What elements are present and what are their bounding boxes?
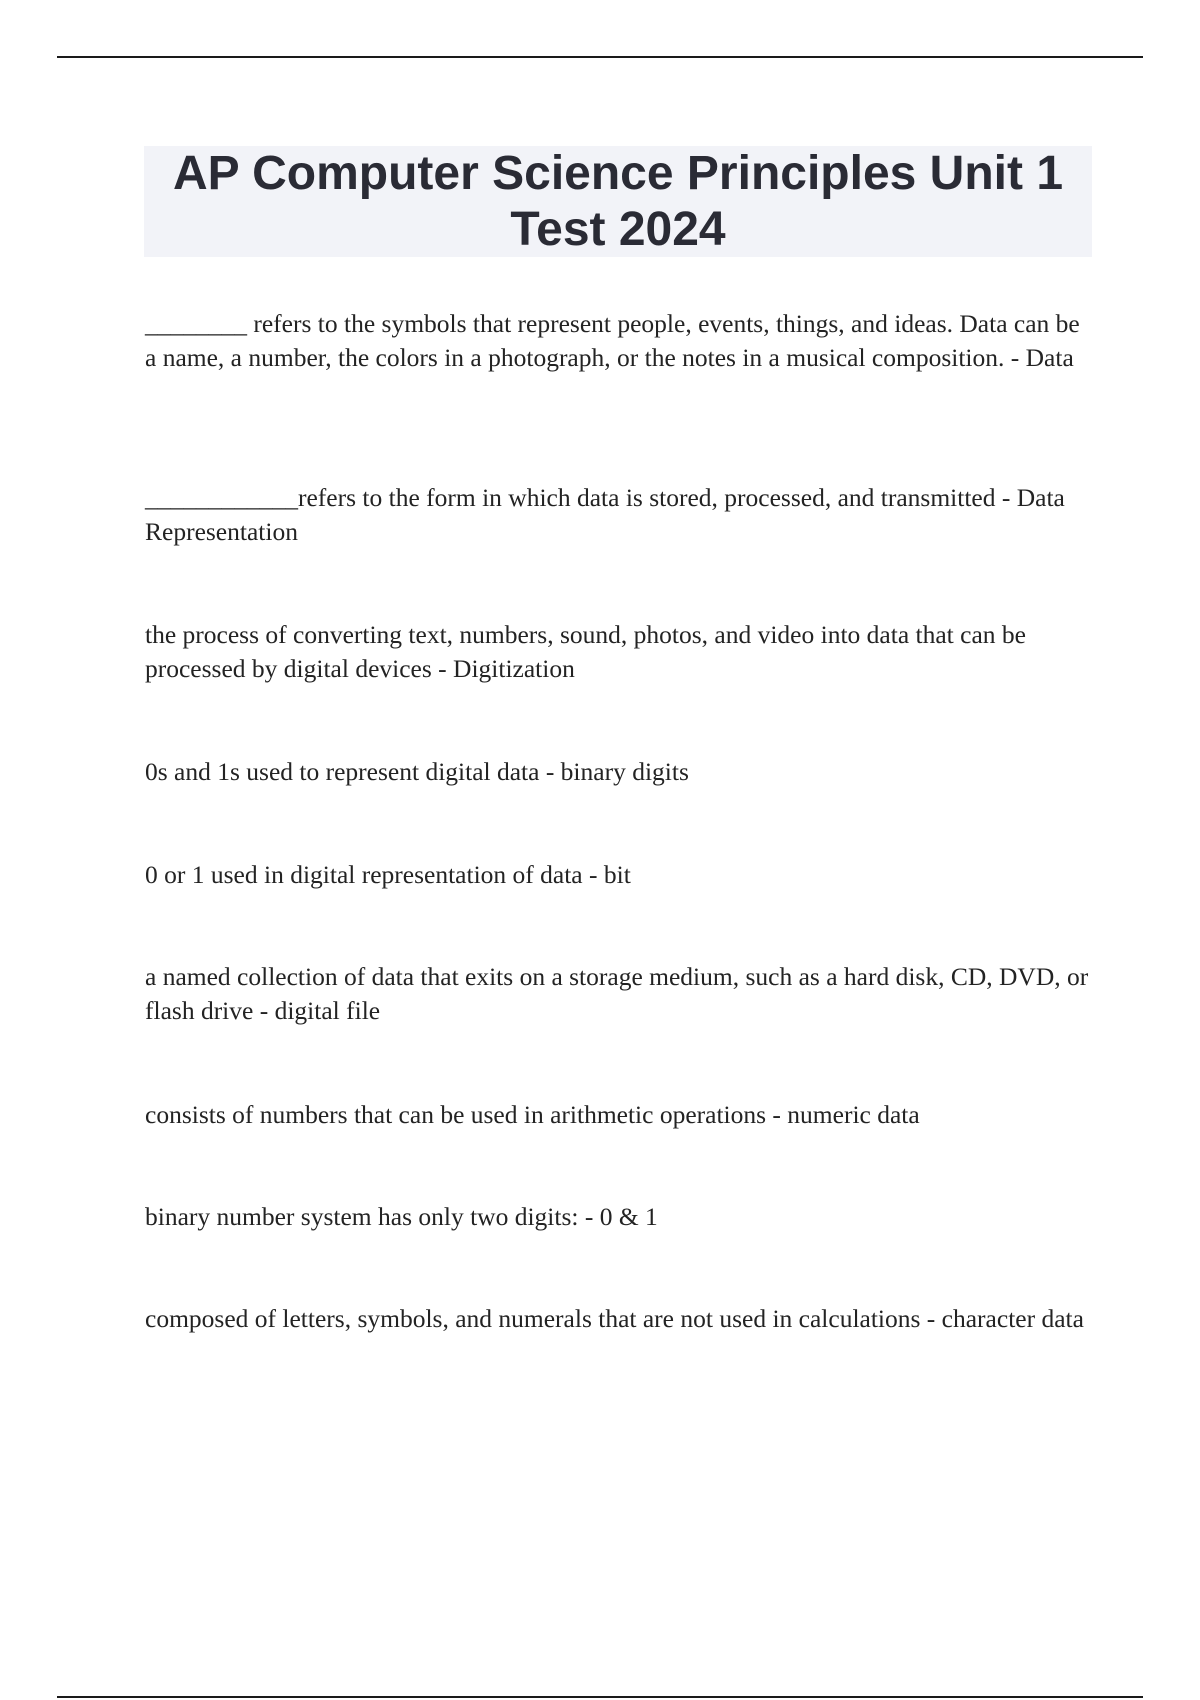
qa-item-6: a named collection of data that exits on a storage medium, such as a hard disk, CD, DVD, or flash drive - digital file [145,962,1089,1025]
qa-item-2: ____________refers to the form in which data is stored, processed, and transmitted - Data Representation [145,483,1065,546]
top-rule [57,56,1143,58]
qa-item-3: the process of converting text, numbers, sound, photos, and video into data that can be processed by digital devices - Digitization [145,620,1026,683]
qa-item-7: consists of numbers that can be used in arithmetic operations - numeric data [145,1100,920,1129]
page-title: AP Computer Science Principles Unit 1 Test 2024 [172,147,1064,256]
qa-item-8: binary number system has only two digits: - 0 & 1 [145,1202,658,1231]
title-banner [144,146,1092,257]
qa-item-5: 0 or 1 used in digital representation of data - bit [145,860,631,889]
qa-item-1: ________ refers to the symbols that represent people, events, things, and ideas. Data can be a name, a number, the colors in a photograph, or the notes in a musical composition. - Data [145,309,1080,372]
qa-item-9: composed of letters, symbols, and numerals that are not used in calculations - character data [145,1304,1084,1333]
qa-item-4: 0s and 1s used to represent digital data - binary digits [145,757,689,786]
bottom-rule [57,1696,1143,1698]
